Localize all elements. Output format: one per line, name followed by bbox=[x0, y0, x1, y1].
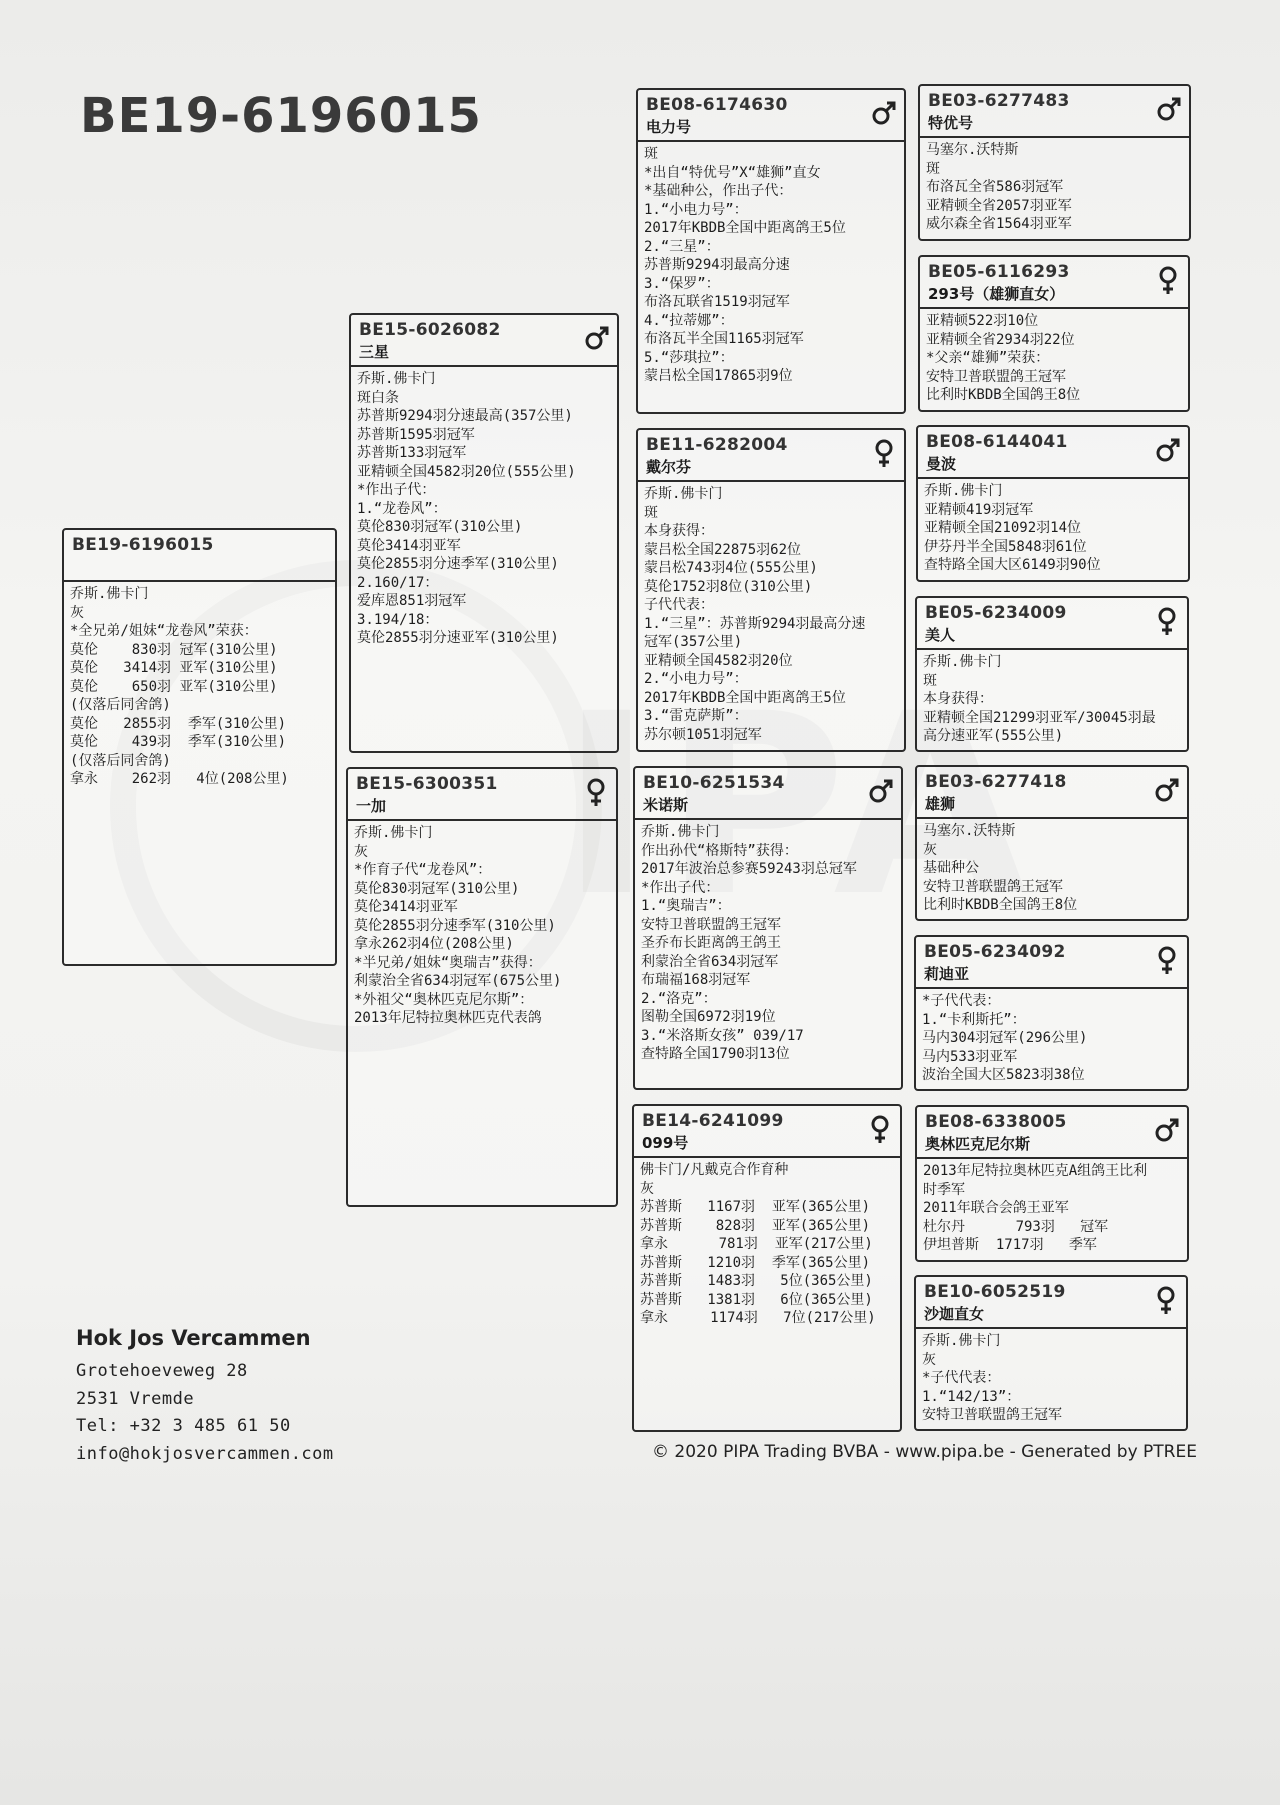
female-symbol-icon bbox=[1153, 606, 1181, 636]
ring-number: BE15-6026082 bbox=[359, 320, 501, 340]
card-dam-dam bbox=[632, 1104, 902, 1432]
card-dsd bbox=[914, 935, 1189, 1091]
detail-line: 灰 bbox=[354, 843, 368, 860]
detail-line: 布洛瓦联省1519羽冠军 bbox=[644, 294, 790, 310]
detail-line: 苏普斯 1167羽 亚军(365公里) bbox=[640, 1199, 871, 1215]
detail-line: 拿永 1174羽 7位(217公里) bbox=[640, 1310, 876, 1326]
detail-line: 查特路全国1790羽13位 bbox=[641, 1046, 790, 1062]
detail-line: *外祖父“奥林匹克尼尔斯”： bbox=[354, 991, 534, 1008]
detail-line: 拿永262羽4位(208公里) bbox=[354, 936, 514, 952]
pigeon-name: 特优号 bbox=[928, 114, 974, 132]
detail-line: 莫伦830羽冠军(310公里) bbox=[354, 880, 520, 897]
detail-line: 灰 bbox=[923, 841, 937, 858]
detail-line: 苏普斯 1210羽 季军(365公里) bbox=[640, 1254, 871, 1271]
pigeon-name: 戴尔芬 bbox=[646, 458, 692, 476]
detail-line: 苏普斯 1483羽 5位(365公里) bbox=[640, 1273, 873, 1289]
detail-line: 1.“142/13”： bbox=[922, 1388, 1021, 1405]
pigeon-name: 沙迦直女 bbox=[924, 1305, 985, 1323]
ring-number: BE03-6277483 bbox=[928, 91, 1070, 111]
detail-line: 比利时KBDB全国鸽王8位 bbox=[923, 897, 1078, 913]
detail-line: 莫伦2855羽分速季军(310公里) bbox=[357, 556, 559, 572]
ring-number: BE10-6052519 bbox=[924, 1282, 1066, 1302]
pigeon-name: 莉迪亚 bbox=[924, 965, 970, 983]
detail-line: *作育子代“龙卷风”： bbox=[354, 862, 492, 878]
card-ssd bbox=[918, 255, 1190, 412]
detail-line: 冠军(357公里) bbox=[644, 634, 743, 650]
detail-line: 灰 bbox=[922, 1351, 936, 1368]
detail-line: *父亲“雄狮”荣获： bbox=[926, 350, 1050, 366]
detail-line: 莫伦 830羽 冠军(310公里) bbox=[70, 641, 278, 658]
card-details bbox=[635, 820, 901, 1067]
detail-line: 威尔森全省1564羽亚军 bbox=[926, 216, 1072, 232]
card-header bbox=[916, 937, 1187, 989]
detail-line: 波治全国大区5823羽38位 bbox=[922, 1067, 1085, 1083]
male-symbol-icon bbox=[1153, 1115, 1181, 1145]
detail-line: 1.“龙卷风”： bbox=[357, 500, 447, 517]
detail-line: 斑 bbox=[923, 672, 937, 689]
detail-line: 苏普斯 828羽 亚军(365公里) bbox=[640, 1217, 871, 1234]
detail-line: 圣乔布长距离鸽王鸽王 bbox=[641, 935, 781, 951]
card-details bbox=[64, 582, 335, 792]
detail-line: (仅落后同舍鸽) bbox=[70, 697, 171, 713]
detail-line: 马塞尔.沃特斯 bbox=[926, 142, 1019, 158]
detail-line: 亚精顿全省2934羽22位 bbox=[926, 331, 1075, 348]
card-header bbox=[920, 257, 1188, 309]
detail-line: 安特卫普联盟鸽王冠军 bbox=[922, 1407, 1062, 1423]
pigeon-name: 三星 bbox=[359, 343, 390, 361]
pigeon-name: 曼波 bbox=[926, 455, 957, 473]
detail-line: 比利时KBDB全国鸽王8位 bbox=[926, 387, 1081, 403]
card-dds bbox=[915, 1105, 1189, 1262]
female-symbol-icon bbox=[870, 438, 898, 468]
detail-line: 苏普斯9294羽最高分速 bbox=[644, 257, 790, 273]
detail-line: 苏尔顿1051羽冠军 bbox=[644, 726, 762, 743]
copyright-notice: © 2020 PIPA Trading BVBA - www.pipa.be - Generated by PTREE bbox=[652, 1442, 1197, 1462]
male-symbol-icon bbox=[870, 98, 898, 128]
male-symbol-icon bbox=[1154, 435, 1182, 465]
card-dss bbox=[915, 765, 1189, 921]
card-dam-sire bbox=[633, 766, 903, 1090]
detail-line: 苏普斯1595羽冠军 bbox=[357, 426, 475, 443]
male-symbol-icon bbox=[867, 776, 895, 806]
ring-number: BE05-6234092 bbox=[924, 942, 1066, 962]
detail-line: 马内304羽冠军(296公里) bbox=[922, 1030, 1088, 1046]
card-details bbox=[920, 138, 1189, 237]
card-dam bbox=[346, 767, 618, 1207]
detail-line: 拿永 781羽 亚军(217公里) bbox=[640, 1236, 873, 1252]
card-subject bbox=[62, 528, 337, 966]
detail-line: 布瑞福168羽冠军 bbox=[641, 972, 751, 988]
detail-line: 5.“莎琪拉”： bbox=[644, 349, 734, 366]
detail-line: 伊坦普斯 1717羽 季军 bbox=[923, 1237, 1097, 1253]
loft-name: Hok Jos Vercammen bbox=[76, 1326, 311, 1350]
female-symbol-icon bbox=[1154, 265, 1182, 295]
card-details bbox=[634, 1158, 900, 1331]
detail-line: 斑 bbox=[644, 146, 658, 162]
detail-line: 莫伦 2855羽 季军(310公里) bbox=[70, 715, 287, 732]
card-header bbox=[920, 86, 1189, 138]
detail-line: 亚精顿全国4582羽20位 bbox=[644, 652, 793, 669]
detail-line: 乔斯.佛卡门 bbox=[70, 586, 149, 602]
pigeon-name: 293号（雄狮直女） bbox=[928, 285, 1065, 303]
card-details bbox=[638, 142, 904, 389]
card-header bbox=[638, 90, 904, 142]
ring-number: BE05-6234009 bbox=[925, 603, 1067, 623]
detail-line: 苏普斯 1381羽 6位(365公里) bbox=[640, 1291, 873, 1308]
ring-number: BE08-6144041 bbox=[926, 432, 1068, 452]
detail-line: 亚精顿全国21299羽亚军/30045羽最 bbox=[923, 709, 1156, 726]
detail-line: 乔斯.佛卡门 bbox=[922, 1333, 1001, 1349]
card-ddd bbox=[914, 1275, 1188, 1431]
detail-line: 安特卫普联盟鸽王冠军 bbox=[926, 368, 1066, 385]
card-header bbox=[918, 427, 1188, 479]
page-title: BE19-6196015 bbox=[80, 88, 482, 144]
female-symbol-icon bbox=[866, 1114, 894, 1144]
card-sss bbox=[918, 84, 1191, 241]
detail-line: 子代代表： bbox=[644, 597, 714, 613]
detail-line: 乔斯.佛卡门 bbox=[924, 483, 1003, 499]
pigeon-name: 电力号 bbox=[646, 118, 692, 136]
card-header bbox=[635, 768, 901, 820]
pigeon-name: 一加 bbox=[356, 797, 387, 815]
detail-line: *全兄弟/姐妹“龙卷风”荣获： bbox=[70, 623, 258, 639]
loft-phone[interactable]: Tel: +32 3 485 61 50 bbox=[76, 1416, 291, 1436]
ring-number: BE14-6241099 bbox=[642, 1111, 784, 1131]
detail-line: 莫伦3414羽亚军 bbox=[354, 899, 458, 915]
detail-line: 基础种公 bbox=[923, 860, 979, 876]
detail-line: *半兄弟/姐妹“奥瑞吉”获得： bbox=[354, 954, 542, 971]
card-sire-dam bbox=[636, 428, 906, 752]
loft-street: Grotehoeveweg 28 bbox=[76, 1361, 248, 1381]
detail-line: 爱库恩851羽冠军 bbox=[357, 593, 467, 609]
detail-line: *出自“特优号”X“雄狮”直女 bbox=[644, 164, 821, 181]
detail-line: 亚精顿419羽冠军 bbox=[924, 501, 1034, 518]
detail-line: *子代代表： bbox=[922, 1370, 1001, 1386]
card-header bbox=[917, 598, 1187, 650]
detail-line: 亚精顿全国4582羽20位(555公里) bbox=[357, 463, 576, 480]
detail-line: 苏普斯133羽冠军 bbox=[357, 445, 467, 461]
detail-line: 莫伦 439羽 季军(310公里) bbox=[70, 734, 287, 750]
pigeon-name: 米诺斯 bbox=[643, 796, 689, 814]
detail-line: 安特卫普联盟鸽王冠军 bbox=[641, 916, 781, 933]
detail-line: 3.“保罗”： bbox=[644, 275, 720, 292]
card-sdd bbox=[915, 596, 1189, 752]
detail-line: 莫伦 650羽 亚军(310公里) bbox=[70, 678, 278, 695]
detail-line: 1.“小电力号”： bbox=[644, 201, 748, 218]
detail-line: 马塞尔.沃特斯 bbox=[923, 823, 1016, 839]
ring-number: BE15-6300351 bbox=[356, 774, 498, 794]
card-details bbox=[351, 367, 617, 651]
card-header bbox=[351, 315, 617, 367]
female-symbol-icon bbox=[1152, 1285, 1180, 1315]
detail-line: 佛卡门/凡戴克合作育种 bbox=[640, 1162, 789, 1178]
female-symbol-icon bbox=[1153, 945, 1181, 975]
card-details bbox=[917, 1159, 1187, 1258]
detail-line: 3.“米洛斯女孩” 039/17 bbox=[641, 1027, 804, 1044]
detail-line: *基础种公，作出子代： bbox=[644, 183, 793, 199]
detail-line: 2.“三星”： bbox=[644, 238, 720, 255]
ring-number: BE08-6174630 bbox=[646, 95, 788, 115]
loft-email[interactable]: info@hokjosvercammen.com bbox=[76, 1444, 334, 1464]
card-details bbox=[916, 1329, 1186, 1428]
detail-line: 布洛瓦全省586羽冠军 bbox=[926, 179, 1064, 195]
detail-line: 斑 bbox=[926, 160, 940, 177]
loft-city: 2531 Vremde bbox=[76, 1389, 195, 1409]
male-symbol-icon bbox=[583, 323, 611, 353]
pigeon-name: 099号 bbox=[642, 1134, 689, 1152]
ring-number: BE03-6277418 bbox=[925, 772, 1067, 792]
detail-line: 亚精顿全国21092羽14位 bbox=[924, 520, 1082, 536]
card-details bbox=[348, 821, 616, 1031]
detail-line: 2017年波治总参赛59243羽总冠军 bbox=[641, 861, 857, 877]
detail-line: 图勒全国6972羽19位 bbox=[641, 1009, 776, 1025]
detail-line: 灰 bbox=[70, 604, 84, 621]
detail-line: 亚精顿522羽10位 bbox=[926, 313, 1039, 329]
card-header bbox=[917, 1107, 1187, 1159]
detail-line: 1.“三星”：苏普斯9294羽最高分速 bbox=[644, 615, 866, 632]
card-sire bbox=[349, 313, 619, 753]
detail-line: 2013年尼特拉奥林匹克代表鸽 bbox=[354, 1010, 542, 1026]
detail-line: 灰 bbox=[640, 1180, 654, 1197]
detail-line: 利蒙治全省634羽冠军(675公里) bbox=[354, 973, 562, 989]
detail-line: 莫伦2855羽分速亚军(310公里) bbox=[357, 630, 559, 646]
card-header bbox=[917, 767, 1187, 819]
detail-line: 苏普斯9294羽分速最高(357公里) bbox=[357, 408, 573, 424]
detail-line: (仅落后同舍鸽) bbox=[70, 752, 171, 769]
detail-line: 时季军 bbox=[923, 1181, 965, 1198]
detail-line: 2.“洛克”： bbox=[641, 990, 717, 1007]
detail-line: 3.“雷克萨斯”： bbox=[644, 708, 748, 724]
detail-line: 布洛瓦半全国1165羽冠军 bbox=[644, 331, 804, 347]
card-details bbox=[917, 650, 1187, 749]
detail-line: 高分速亚军(555公里) bbox=[923, 728, 1064, 744]
detail-line: 蒙吕松全国22875羽62位 bbox=[644, 541, 802, 558]
card-header bbox=[348, 769, 616, 821]
ring-number: BE10-6251534 bbox=[643, 773, 785, 793]
male-symbol-icon bbox=[1153, 775, 1181, 805]
detail-line: 斑白条 bbox=[357, 389, 399, 406]
card-header bbox=[916, 1277, 1186, 1329]
detail-line: 莫伦1752羽8位(310公里) bbox=[644, 578, 813, 595]
pigeon-name: 奥林匹克尼尔斯 bbox=[925, 1135, 1031, 1153]
pigeon-name: 雄狮 bbox=[925, 795, 956, 813]
card-details bbox=[918, 479, 1188, 578]
detail-line: 1.“卡利斯托”： bbox=[922, 1011, 1026, 1028]
detail-line: 亚精顿全省2057羽亚军 bbox=[926, 197, 1072, 214]
detail-line: *子代代表： bbox=[922, 993, 1001, 1009]
card-details bbox=[917, 819, 1187, 918]
ring-number: BE05-6116293 bbox=[928, 262, 1070, 282]
card-header bbox=[634, 1106, 900, 1158]
detail-line: 利蒙治全省634羽冠军 bbox=[641, 953, 779, 970]
detail-line: 3.194/18： bbox=[357, 611, 439, 628]
detail-line: 1.“奥瑞吉”： bbox=[641, 898, 731, 914]
detail-line: 蒙吕松全国17865羽9位 bbox=[644, 368, 793, 384]
detail-line: 2011年联合会鸽王亚军 bbox=[923, 1200, 1069, 1216]
ring-number: BE19-6196015 bbox=[72, 535, 214, 555]
card-details bbox=[916, 989, 1187, 1088]
detail-line: 作出孙代“格斯特”获得： bbox=[641, 842, 798, 859]
detail-line: 乔斯.佛卡门 bbox=[641, 824, 720, 840]
detail-line: 2013年尼特拉奥林匹克A组鸽王比利 bbox=[923, 1163, 1148, 1179]
detail-line: 蒙吕松743羽4位(555公里) bbox=[644, 560, 818, 576]
detail-line: 本身获得： bbox=[923, 691, 993, 707]
detail-line: 安特卫普联盟鸽王冠军 bbox=[923, 878, 1063, 895]
detail-line: 2017年KBDB全国中距离鸽王5位 bbox=[644, 220, 846, 236]
detail-line: 乔斯.佛卡门 bbox=[354, 825, 433, 841]
detail-line: 莫伦3414羽亚军 bbox=[357, 537, 461, 554]
detail-line: 乔斯.佛卡门 bbox=[357, 371, 436, 387]
detail-line: *作出子代： bbox=[641, 879, 720, 896]
detail-line: 伊芬丹半全国5848羽61位 bbox=[924, 538, 1087, 555]
female-symbol-icon bbox=[582, 777, 610, 807]
detail-line: 莫伦830羽冠军(310公里) bbox=[357, 519, 523, 535]
detail-line: 4.“拉蒂娜”： bbox=[644, 312, 734, 329]
detail-line: 查特路全国大区6149羽90位 bbox=[924, 557, 1101, 573]
detail-line: 2017年KBDB全国中距离鸽王5位 bbox=[644, 689, 846, 706]
detail-line: *作出子代： bbox=[357, 482, 436, 498]
detail-line: 本身获得： bbox=[644, 523, 714, 539]
detail-line: 拿永 262羽 4位(208公里) bbox=[70, 771, 289, 787]
detail-line: 马内533羽亚军 bbox=[922, 1048, 1018, 1065]
detail-line: 乔斯.佛卡门 bbox=[923, 654, 1002, 670]
card-sire-sire bbox=[636, 88, 906, 414]
card-details bbox=[638, 482, 904, 747]
pigeon-name: 美人 bbox=[925, 626, 956, 644]
detail-line: 斑 bbox=[644, 504, 658, 521]
card-header bbox=[64, 530, 335, 582]
male-symbol-icon bbox=[1155, 94, 1183, 124]
ring-number: BE11-6282004 bbox=[646, 435, 788, 455]
detail-line: 莫伦 3414羽 亚军(310公里) bbox=[70, 660, 278, 676]
detail-line: 乔斯.佛卡门 bbox=[644, 486, 723, 502]
detail-line: 2.160/17： bbox=[357, 574, 439, 591]
card-details bbox=[920, 309, 1188, 408]
detail-line: 杜尔丹 793羽 冠军 bbox=[923, 1218, 1109, 1235]
detail-line: 2.“小电力号”： bbox=[644, 671, 748, 687]
ring-number: BE08-6338005 bbox=[925, 1112, 1067, 1132]
card-header bbox=[638, 430, 904, 482]
card-sds bbox=[916, 425, 1190, 582]
detail-line: 莫伦2855羽分速季军(310公里) bbox=[354, 917, 556, 934]
